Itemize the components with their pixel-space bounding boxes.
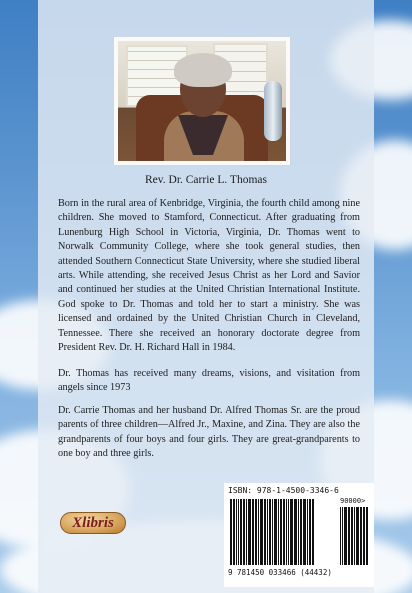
photo-caption: Rev. Dr. Carrie L. Thomas xyxy=(144,174,267,186)
bio-paragraph-2: Dr. Thomas has received many dreams, visions, and visitation from angels since 1973 xyxy=(58,368,360,394)
bio-paragraph-3: Dr. Carrie Thomas and her husband Dr. Alfred Thomas Sr. are the proud parents of three children—Alfred Jr., Maxine, and Zina. They are also the grandparents of four boys and four girls. They are great-grandparents to one boy and three girls. xyxy=(58,405,360,460)
isbn-label: ISBN: 978-1-4500-3346-6 xyxy=(228,486,339,495)
barcode-bars xyxy=(230,499,315,565)
author-portrait-image xyxy=(118,41,286,161)
price-code: 90000> xyxy=(340,497,366,505)
xlibris-logo: Xlibris xyxy=(60,512,126,534)
addon-barcode-bars xyxy=(340,507,369,565)
bio-paragraph-1: Born in the rural area of Kenbridge, Virginia, the fourth child among nine children. She moved to Stamford, Connecticut. After graduating from Lunenburg High School in Victoria, Virginia, Dr. Thomas went to Norwalk Community College, where she took general studies, then attended Southern Connecticut State University, where she studied liberal arts. While attending, she received Jesus Christ as her Lord and Savior and continued her studies at the United Christian International Institute. God spoke to Dr. Thomas and told her to start a ministry. She was licensed and ordained by the United Christian Church in Cleveland, Tennessee. There she received an honorary doctorate degree from President Rev. Dr. H. Richard Hall in 1984. xyxy=(58,198,360,354)
author-photo xyxy=(113,36,291,166)
isbn-barcode xyxy=(224,483,374,587)
barcode-digits: 9 781450 033466 (44432) xyxy=(228,568,332,577)
